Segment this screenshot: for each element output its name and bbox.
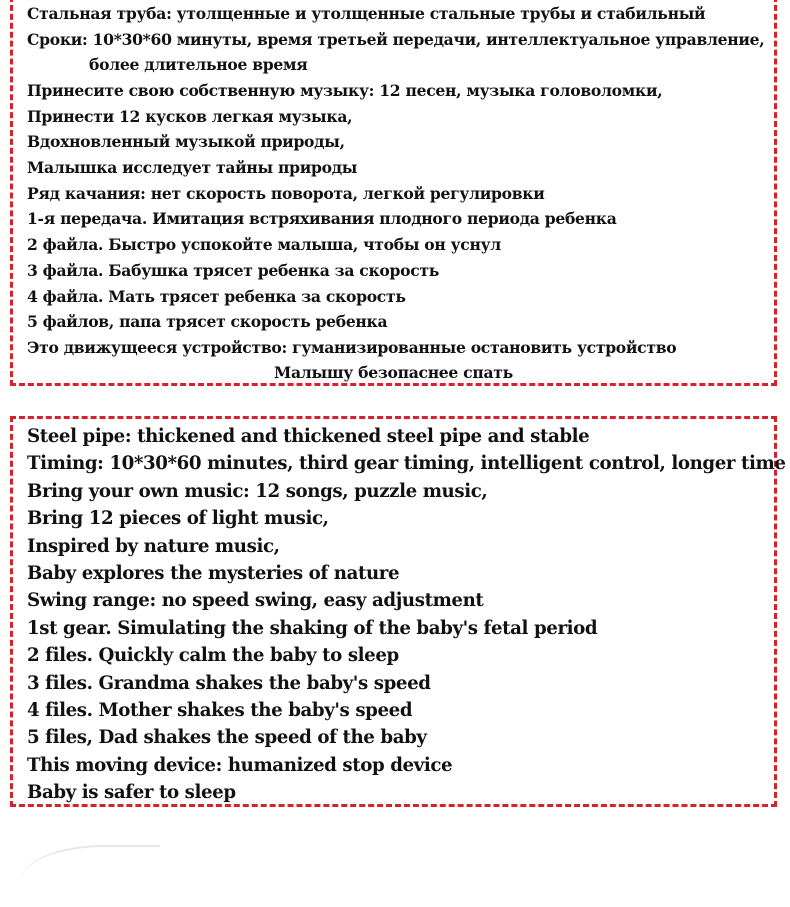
english-spec-box (10, 416, 786, 807)
ru-line-gear-1: 1-я передача. Имитация встряхивания плодного периода ребенка (27, 209, 617, 228)
russian-spec-box (10, 0, 777, 386)
en-line-gear-1: 1st gear. Simulating the shaking of the baby's fetal period (27, 618, 598, 639)
en-line-gear-2: 2 files. Quickly calm the baby to sleep (27, 645, 399, 666)
decorative-curve (20, 845, 160, 907)
ru-line-light-music: Принести 12 кусков легкая музыка, (27, 107, 353, 126)
ru-line-gear-2: 2 файла. Быстро успокойте малыша, чтобы он уснул (27, 235, 501, 254)
en-line-mysteries: Baby explores the mysteries of nature (27, 563, 400, 584)
ru-line-mysteries: Малышка исследует тайны природы (27, 158, 358, 177)
en-line-gear-5: 5 files, Dad shakes the speed of the baby (27, 727, 427, 748)
ru-line-own-music: Принесите свою собственную музыку: 12 песен, музыка головоломки, (27, 81, 663, 100)
ru-line-moving-device: Это движущееся устройство: гуманизированные остановить устройство (27, 338, 677, 357)
en-line-own-music: Bring your own music: 12 songs, puzzle music, (27, 481, 488, 502)
ru-line-timing-continued: более длительное время (89, 55, 308, 74)
en-line-timing: Timing: 10*30*60 minutes, third gear timing, intelligent control, longer time (27, 453, 786, 474)
ru-line-safer-sleep: Малышу безопаснее спать (274, 363, 513, 382)
en-line-light-music: Bring 12 pieces of light music, (27, 508, 329, 529)
ru-line-steel-pipe: Стальная труба: утолщенные и утолщенные стальные трубы и стабильный (27, 4, 706, 23)
en-line-swing-range: Swing range: no speed swing, easy adjustment (27, 590, 484, 611)
ru-line-gear-5: 5 файлов, папа трясет скорость ребенка (27, 312, 388, 331)
ru-line-swing-range: Ряд качания: нет скорость поворота, легкой регулировки (27, 184, 545, 203)
en-line-safer-sleep: Baby is safer to sleep (27, 782, 236, 803)
en-line-nature-music: Inspired by nature music, (27, 536, 280, 557)
en-line-gear-4: 4 files. Mother shakes the baby's speed (27, 700, 413, 721)
en-line-gear-3: 3 files. Grandma shakes the baby's speed (27, 673, 431, 694)
ru-line-timing: Сроки: 10*30*60 минуты, время третьей передачи, интеллектуальное управление, (27, 30, 765, 49)
ru-line-gear-3: 3 файла. Бабушка трясет ребенка за скорость (27, 261, 440, 280)
en-line-moving-device: This moving device: humanized stop device (27, 755, 453, 776)
en-line-steel-pipe: Steel pipe: thickened and thickened steel pipe and stable (27, 426, 590, 447)
ru-line-gear-4: 4 файла. Мать трясет ребенка за скорость (27, 287, 406, 306)
ru-line-nature-music: Вдохновленный музыкой природы, (27, 132, 345, 151)
